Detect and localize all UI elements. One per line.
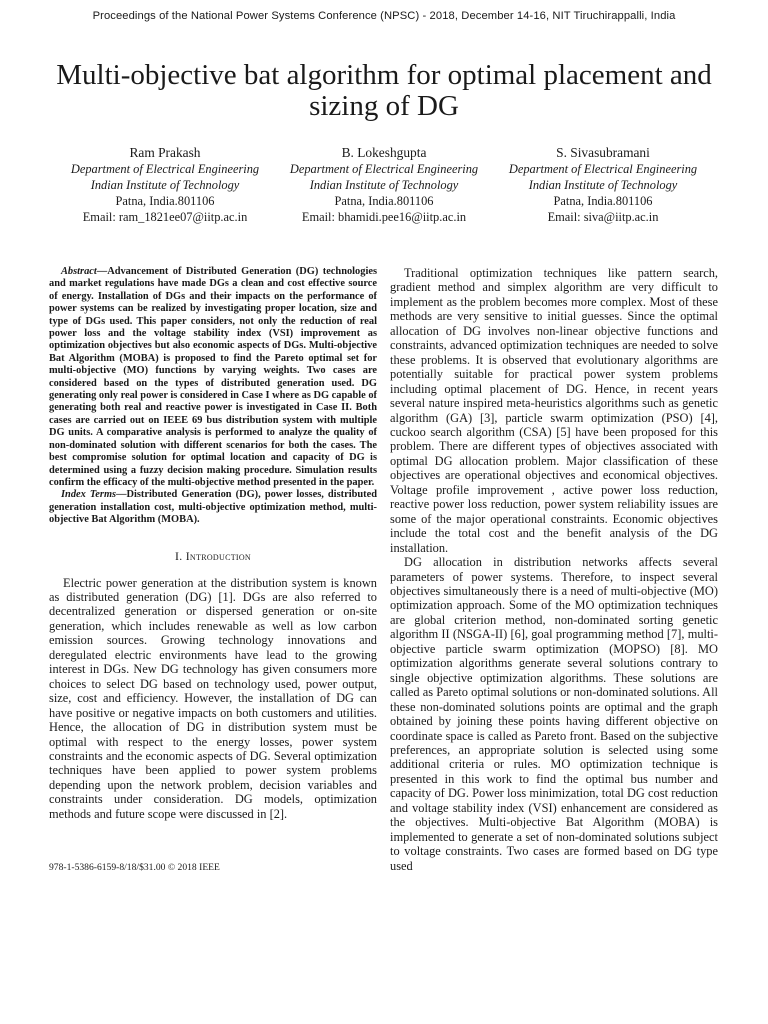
right-column [390, 266, 718, 873]
abstract-text: —Advancement of Distributed Generation (DG) technologies and market regulations have made DGs a clean and cost effective source of energy. Installation of DGs and their impacts on the performance of power systems can be realized by investigating proper location, size and type of DGs used. This paper considers, not only the reduction of real power loss and the voltage stability index (VSI) improvement as optimization objectives but also economic aspects of DGs. Multi-objective Bat Algorithm (MOBA) is proposed to find the Pareto optimal set for multi-objective (MO) functions by varying weights. Two cases are considered based on the types of distributed generation used. DG generating only real power is considered in Case I where as DG capable of generating both real and reactive power is investigated in Case II. Both cases are carried out on IEEE 69 bus distribution system with multiple DG units. A comparative analysis is performed to analyze the quality of non-dominated solution with different scenarios for both the cases. The best compromise solution for optimal location and capacity of DG is determined using a fuzzy decision making procedure. Simulation results confirm the efficacy of the multi-objective method presented in the paper. [49, 266, 377, 488]
author-department: Department of Electrical Engineering [70, 162, 260, 176]
author-name: S. Sivasubramani [556, 145, 650, 160]
abstract [49, 266, 377, 489]
body-paragraph: DG allocation in distribution networks affects several parameters of power systems. Therefore, to inspect several objectives simultaneously there is a need of multi-objective (MO) optimization approach. Some of the MO optimization techniques are global criterion method, non-dominated sorting genetic algorithm II (NSGA-II) [6], goal programming method [7], multi-objective particle swarm optimization (MOPSO) [8]. MO optimization algorithms generate several solutions contrary to single objective optimization algorithms. These solutions are called as Pareto optimal solutions or non-dominated solutions. All these non-dominated solutions points are optimal and the graph obtained by joining these points having different objective on coordinate space is called as Pareto front. Based on the subjective preferences, an appropriate solution is selected using some additional criteria or rules. MO optimization technique is presented in this work to find the optimal bus number and capacity of DG. Power loss minimization, total DG cost reduction and voltage stability index (VSI) enhancement are considered as the objectives. Multi-objective Bat Algorithm (MOBA) is implemented to generate a set of non-dominated solutions subject to voltage constraints. Two cases are formed based on DG type used [390, 555, 718, 873]
author-block [56, 145, 712, 225]
author-email: Email: bhamidi.pee16@iitp.ac.in [301, 210, 467, 224]
author-name: B. Lokeshgupta [341, 145, 427, 160]
left-column [49, 266, 377, 821]
author-email: Email: siva@iitp.ac.in [547, 210, 659, 224]
author-institute: Indian Institute of Technology [309, 178, 459, 192]
author-department: Department of Electrical Engineering [508, 162, 698, 176]
section-number: I. [174, 548, 186, 563]
author-institute: Indian Institute of Technology [528, 178, 678, 192]
body-paragraph: Traditional optimization techniques like pattern search, gradient method and simplex algorithm are very difficult to implement as the problem becomes more complex. Most of these methods are very sensitive to initial guesses. Since the optimal allocation of DG involves non-linear objective functions and constraints, advanced optimization techniques are needed to solve these problems. It is observed that evolutionary algorithms are potentially suitable for practical power system problems including optimal placement of DG. Hence, in recent years several nature inspired meta-heuristics algorithms such as genetic algorithm (GA) [3], particle swarm optimization (PSO) [4], cuckoo search algorithm (CSA) [5] have been proposed for this problem. There are different types of objectives associated with optimal DG allocation problem. Major classification of these objectives are operational objectives and economical objectives. Voltage profile improvement , active power loss reduction, reactive power loss reduction, power system reliability issues are some of the major operational constraints. Economic objectives include the total cost and the benefit analysis of the DG installation. [390, 266, 718, 555]
paper-title: Multi-objective bat algorithm for optimal placement and sizing of DG [56, 59, 712, 122]
index-terms-text: —Distributed Generation (DG), power losses, distributed generation installation cost, multi-objective optimization method, multi-objective Bat Algorithm (MOBA). [49, 489, 377, 526]
author-institute: Indian Institute of Technology [90, 178, 240, 192]
author-department: Department of Electrical Engineering [289, 162, 479, 176]
author-name: Ram Prakash [129, 145, 201, 160]
intro-paragraph: Electric power generation at the distribution system is known as distributed generation (DG) [1]. DGs are also referred to decentralized generation or dispersed generation or on-site generation, which includes renewable as well as low carbon emission sources. Growing technology innovations and deregulated electric environments have lead to the growing interest in DGs. New DG technology has given consumers more choices to select DG based on technology used, power output, size, cost and efficiency. However, the installation of DG can have positive or negative impacts on both customers and utilities. Hence, the allocation of DG in distribution system must be optimal with respect to the energy losses, power system constraints and the economic aspects of DG. Several optimization techniques have been applied to power system problems depending upon the network problem, decision variables and constraints under consideration. DG models, optimization methods and future scope were discussed in [2]. [49, 575, 377, 821]
author-3 [494, 145, 712, 225]
abstract-lead: Abstract [61, 266, 97, 277]
index-terms [49, 489, 377, 526]
author-2 [275, 145, 493, 225]
index-terms-lead: Index Terms [61, 489, 117, 501]
author-email: Email: ram_1821ee07@iitp.ac.in [82, 210, 248, 224]
section-title: Introduction [185, 548, 252, 563]
author-location: Patna, India.801106 [115, 194, 215, 208]
conference-header: Proceedings of the National Power Systems Conference (NPSC) - 2018, December 14-16, NIT Tiruchirappalli, India [92, 10, 676, 22]
author-location: Patna, India.801106 [553, 194, 653, 208]
section-heading [49, 549, 377, 564]
author-location: Patna, India.801106 [334, 194, 434, 208]
copyright-footnote: 978-1-5386-6159-8/18/$31.00 © 2018 IEEE [49, 862, 220, 873]
author-1 [56, 145, 274, 225]
